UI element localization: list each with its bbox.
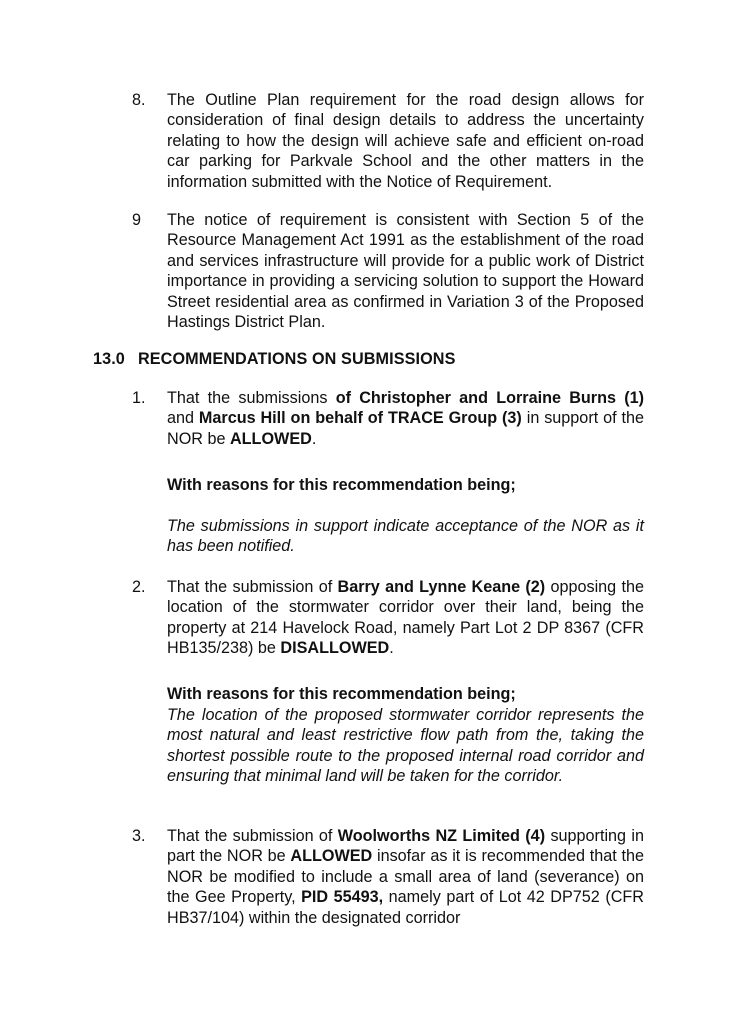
list-item-number: 3. bbox=[132, 827, 146, 845]
list-item-text: The notice of requirement is consistent with Section 5 of the Resource Management Act 1991 as the establishment of the road and services infrastructure will provide for a public work of District importance in providing a servicing solution to support the Howard Street residential area as confirmed in Variation 3 of the Proposed Hastings District Plan. bbox=[167, 211, 644, 332]
reasons-text-2: The location of the proposed stormwater corridor represents the most natural and least restrictive flow path from the, taking the shortest possible route to the proposed internal road corridor and ensuring that minimal land will be taken for the corridor. bbox=[167, 706, 644, 786]
list-item-number: 8. bbox=[132, 91, 146, 109]
list-item-text: The Outline Plan requirement for the road design allows for consideration of final design details to address the uncertainty relating to how the design will achieve safe and efficient on-road car parking for Parkvale School and the other matters in the information submitted with the Notice of Requirement. bbox=[167, 91, 644, 191]
reasons-heading-2: With reasons for this recommendation being; bbox=[167, 685, 516, 703]
list-item-number: 2. bbox=[132, 578, 146, 596]
list-item-number: 1. bbox=[132, 389, 146, 407]
list-item-number: 9 bbox=[132, 211, 142, 229]
reasons-heading-1: With reasons for this recommendation being; bbox=[167, 476, 516, 494]
recommendation-text: That the submission of Barry and Lynne Keane (2) opposing the location of the stormwater corridor over their land, being the property at 214 Havelock Road, namely Part Lot 2 DP 8367 (CFR HB135/238) be DISALLOWED. bbox=[167, 578, 644, 658]
recommendation-text: That the submission of Woolworths NZ Limited (4) supporting in part the NOR be ALLOWED insofar as it is recommended that the NOR be modified to include a small area of land (severance) on the Gee Property, PID 55493, namely part of Lot 42 DP752 (CFR HB37/104) within the designated corridor bbox=[167, 827, 644, 927]
section-number: 13.0 bbox=[93, 350, 125, 368]
reasons-text-1: The submissions in support indicate acceptance of the NOR as it has been notified. bbox=[167, 517, 644, 556]
section-title: RECOMMENDATIONS ON SUBMISSIONS bbox=[138, 350, 456, 368]
recommendation-text: That the submissions of Christopher and Lorraine Burns (1) and Marcus Hill on behalf of TRACE Group (3) in support of the NOR be ALLOWED. bbox=[167, 389, 644, 448]
section-heading bbox=[93, 349, 455, 369]
